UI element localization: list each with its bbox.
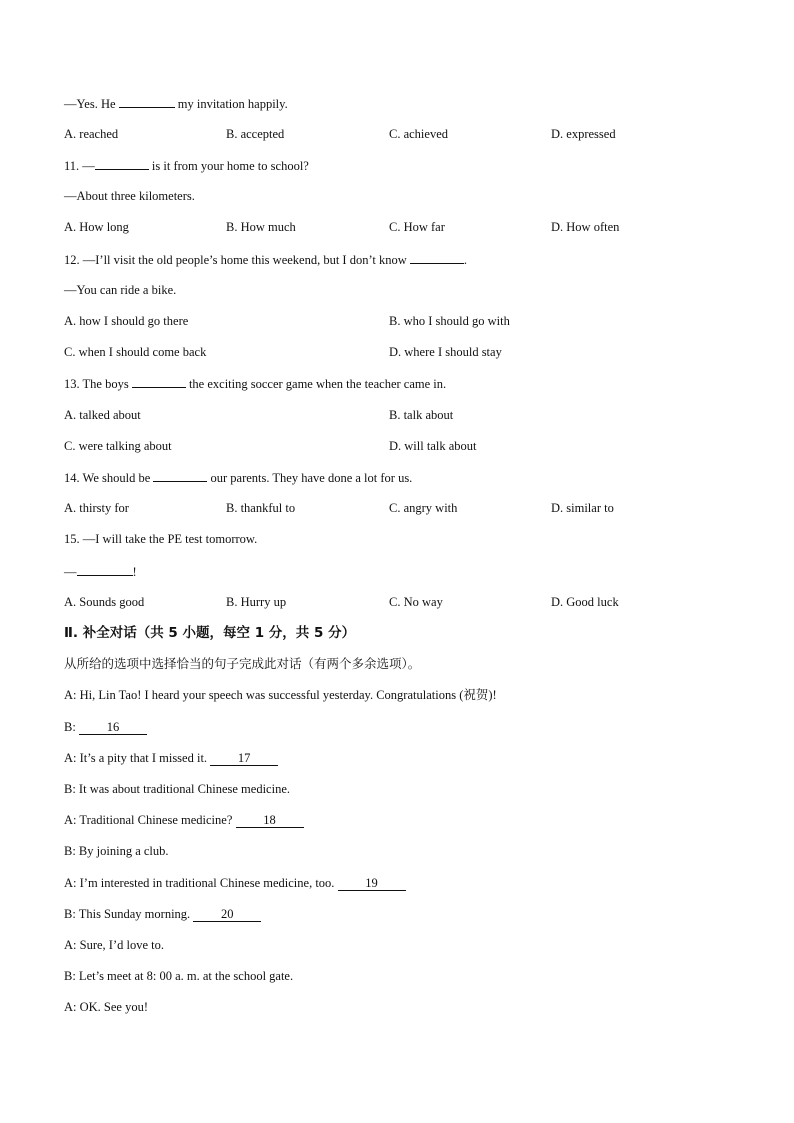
q13-stem: [64, 375, 446, 392]
blank-16[interactable]: 16: [79, 720, 147, 735]
q13-option-a[interactable]: A. talked about: [64, 408, 141, 422]
q11-stem-prefix: 11. —: [64, 159, 95, 173]
q15-stem: 15. —I will take the PE test tomorrow.: [64, 532, 258, 546]
dialogue-line-1: A: Hi, Lin Tao! I heard your speech was successful yesterday. Congratulations (祝贺)!: [64, 688, 497, 702]
q15-answer-suffix: !: [132, 565, 137, 579]
dialogue-line-5-text: A: Traditional Chinese medicine?: [64, 813, 233, 827]
q11-answer: —About three kilometers.: [64, 189, 195, 203]
q14-blank: [153, 469, 207, 482]
q12-option-d[interactable]: D. where I should stay: [389, 345, 502, 359]
dialogue-line-3-text: A: It’s a pity that I missed it.: [64, 751, 208, 765]
q10-option-b[interactable]: B. accepted: [226, 127, 285, 141]
q12-answer: —You can ride a bike.: [64, 283, 177, 297]
q14-stem-suffix: our parents. They have done a lot for us.: [210, 471, 413, 485]
q13-blank: [132, 375, 186, 388]
dialogue-line-8: [64, 906, 261, 922]
q10-option-c[interactable]: C. achieved: [389, 127, 449, 141]
q10-option-d[interactable]: D. expressed: [551, 127, 616, 141]
blank-17[interactable]: 17: [210, 751, 278, 766]
q12-option-a[interactable]: A. how I should go there: [64, 314, 189, 328]
blank-19[interactable]: 19: [338, 876, 406, 891]
q15-option-c[interactable]: C. No way: [389, 595, 443, 609]
q13-option-c[interactable]: C. were talking about: [64, 439, 172, 453]
q11-blank: [95, 157, 149, 170]
q14-option-d[interactable]: D. similar to: [551, 501, 614, 515]
dialogue-line-2: [64, 719, 147, 735]
q11-option-b[interactable]: B. How much: [226, 220, 296, 234]
dialogue-line-7-text: A: I’m interested in traditional Chinese medicine, too.: [64, 876, 335, 890]
dialogue-line-11: A: OK. See you!: [64, 1000, 149, 1014]
blank-20[interactable]: 20: [193, 907, 261, 922]
q13-stem-suffix: the exciting soccer game when the teacher came in.: [188, 377, 447, 391]
q12-stem: [64, 251, 467, 268]
q10-blank: [119, 95, 175, 108]
dialogue-line-4: B: It was about traditional Chinese medicine.: [64, 782, 290, 796]
q11-stem-suffix: is it from your home to school?: [151, 159, 309, 173]
dialogue-line-10: B: Let’s meet at 8: 00 a. m. at the school gate.: [64, 969, 294, 983]
q15-option-a[interactable]: A. Sounds good: [64, 595, 145, 609]
dialogue-line-5: [64, 812, 304, 828]
blank-18[interactable]: 18: [236, 813, 304, 828]
dialogue-line-3: [64, 750, 278, 766]
q15-option-b[interactable]: B. Hurry up: [226, 595, 287, 609]
q13-option-b[interactable]: B. talk about: [389, 408, 454, 422]
dialogue-line-7: [64, 875, 406, 891]
q11-stem: [64, 157, 309, 174]
q15-answer-prefix: —: [64, 565, 77, 579]
q15-option-d[interactable]: D. Good luck: [551, 595, 619, 609]
q12-blank: [410, 251, 464, 264]
dialogue-line-6: B: By joining a club.: [64, 844, 169, 858]
dialogue-line-8-text: B: This Sunday morning.: [64, 907, 191, 921]
q12-option-c[interactable]: C. when I should come back: [64, 345, 207, 359]
q13-stem-prefix: 13. The boys: [64, 377, 129, 391]
q10-answer-prefix: —Yes. He: [64, 97, 116, 111]
q11-option-c[interactable]: C. How far: [389, 220, 445, 234]
q15-answer: [64, 563, 137, 580]
q14-option-c[interactable]: C. angry with: [389, 501, 458, 515]
q15-blank: [77, 563, 133, 576]
q12-option-b[interactable]: B. who I should go with: [389, 314, 510, 328]
q10-answer-suffix: my invitation happily.: [177, 97, 288, 111]
q11-option-a[interactable]: A. How long: [64, 220, 129, 234]
q13-option-d[interactable]: D. will talk about: [389, 439, 477, 453]
q14-stem-prefix: 14. We should be: [64, 471, 151, 485]
q11-option-d[interactable]: D. How often: [551, 220, 620, 234]
dialogue-line-9: A: Sure, I’d love to.: [64, 938, 164, 952]
q12-stem-prefix: 12. —I’ll visit the old people’s home this weekend, but I don’t know: [64, 253, 407, 267]
section-title: Ⅱ. 补全对话（共 5 小题，每空 1 分，共 5 分）: [64, 625, 356, 641]
q14-option-b[interactable]: B. thankful to: [226, 501, 296, 515]
q12-stem-suffix: .: [463, 253, 468, 267]
section-instruction: 从所给的选项中选择恰当的句子完成此对话（有两个多余选项）。: [64, 656, 421, 671]
q14-stem: [64, 469, 412, 486]
q14-option-a[interactable]: A. thirsty for: [64, 501, 129, 515]
q10-answer-line: [64, 95, 288, 112]
dialogue-line-2-text: B:: [64, 720, 76, 734]
q10-option-a[interactable]: A. reached: [64, 127, 119, 141]
